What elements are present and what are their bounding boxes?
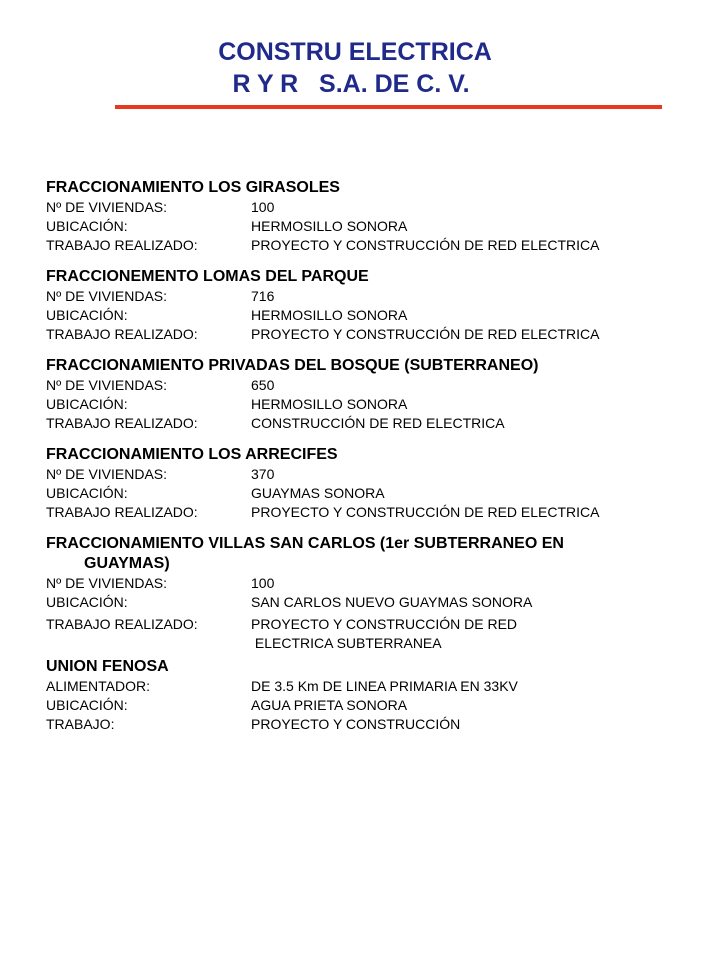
- detail-label: TRABAJO REALIZADO:: [46, 616, 198, 632]
- project-entry: [46, 657, 686, 734]
- detail-label: UBICACIÓN:: [46, 307, 128, 323]
- detail-label: TRABAJO REALIZADO:: [46, 415, 198, 431]
- detail-value: 650: [251, 377, 275, 393]
- detail-value: GUAYMAS SONORA: [251, 485, 385, 501]
- detail-label: Nº DE VIVIENDAS:: [46, 575, 168, 591]
- detail-row: [46, 615, 686, 634]
- detail-value: HERMOSILLO SONORA: [251, 307, 408, 323]
- detail-value: PROYECTO Y CONSTRUCCIÓN DE RED ELECTRICA: [251, 326, 600, 342]
- detail-row: [46, 306, 686, 325]
- detail-row: [46, 634, 686, 653]
- detail-value: 100: [251, 199, 275, 215]
- detail-label: UBICACIÓN:: [46, 485, 128, 501]
- detail-label: TRABAJO REALIZADO:: [46, 326, 198, 342]
- detail-label: Nº DE VIVIENDAS:: [46, 466, 168, 482]
- project-entry: [46, 356, 686, 433]
- detail-label: UBICACIÓN:: [46, 396, 128, 412]
- project-entry: [46, 534, 686, 653]
- detail-row: [46, 376, 686, 395]
- detail-label: Nº DE VIVIENDAS:: [46, 199, 168, 215]
- detail-label: UBICACIÓN:: [46, 697, 128, 713]
- detail-value: HERMOSILLO SONORA: [251, 396, 408, 412]
- detail-value: DE 3.5 Km DE LINEA PRIMARIA EN 33KV: [251, 678, 518, 694]
- detail-row: [46, 677, 686, 696]
- project-title: UNION FENOSA: [46, 658, 169, 675]
- detail-row: [46, 484, 686, 503]
- detail-value: 100: [251, 575, 275, 591]
- detail-value: PROYECTO Y CONSTRUCCIÓN: [251, 716, 461, 732]
- detail-value: HERMOSILLO SONORA: [251, 218, 408, 234]
- document-header: [0, 36, 720, 100]
- detail-row: [46, 395, 686, 414]
- project-entry: [46, 445, 686, 522]
- detail-value: PROYECTO Y CONSTRUCCIÓN DE RED ELECTRICA: [251, 504, 600, 520]
- project-title: FRACCIONAMIENTO LOS GIRASOLES: [46, 179, 340, 196]
- project-title-line2: GUAYMAS): [84, 555, 170, 572]
- detail-value: 370: [251, 466, 275, 482]
- project-list: [46, 178, 686, 746]
- detail-label: TRABAJO:: [46, 716, 115, 732]
- detail-value: SAN CARLOS NUEVO GUAYMAS SONORA: [251, 594, 533, 610]
- detail-value: 716: [251, 288, 275, 304]
- project-entry: [46, 178, 686, 255]
- project-title: FRACCIONEMENTO LOMAS DEL PARQUE: [46, 268, 369, 285]
- detail-value: PROYECTO Y CONSTRUCCIÓN DE RED: [251, 616, 518, 632]
- detail-row: [46, 574, 686, 593]
- detail-label: Nº DE VIVIENDAS:: [46, 377, 168, 393]
- detail-row: [46, 236, 686, 255]
- detail-value: PROYECTO Y CONSTRUCCIÓN DE RED ELECTRICA: [251, 237, 600, 253]
- detail-value: AGUA PRIETA SONORA: [251, 697, 408, 713]
- detail-row: [46, 287, 686, 306]
- detail-label: [46, 634, 251, 653]
- project-title: FRACCIONAMIENTO PRIVADAS DEL BOSQUE (SUBTERRANEO): [46, 357, 539, 374]
- detail-label: Nº DE VIVIENDAS:: [46, 288, 168, 304]
- detail-row: [46, 503, 686, 522]
- detail-row: [46, 414, 686, 433]
- header-divider: [115, 105, 662, 109]
- detail-value: ELECTRICA SUBTERRANEA: [251, 635, 442, 651]
- company-name-line1: CONSTRU ELECTRICA: [218, 38, 492, 66]
- project-title: [46, 534, 686, 574]
- detail-label: TRABAJO REALIZADO:: [46, 237, 198, 253]
- project-title: FRACCIONAMIENTO LOS ARRECIFES: [46, 446, 338, 463]
- detail-row: [46, 715, 686, 734]
- detail-label: UBICACIÓN:: [46, 594, 128, 610]
- detail-row: [46, 325, 686, 344]
- detail-label: ALIMENTADOR:: [46, 678, 150, 694]
- project-title-line1: FRACCIONAMIENTO VILLAS SAN CARLOS (1er SUBTERRANEO EN: [46, 535, 564, 552]
- detail-label: TRABAJO REALIZADO:: [46, 504, 198, 520]
- company-name-line2: R Y R S.A. DE C. V.: [232, 70, 470, 98]
- detail-value: CONSTRUCCIÓN DE RED ELECTRICA: [251, 415, 505, 431]
- detail-row: [46, 217, 686, 236]
- detail-label: UBICACIÓN:: [46, 218, 128, 234]
- detail-row: [46, 593, 686, 612]
- detail-row: [46, 198, 686, 217]
- project-entry: [46, 267, 686, 344]
- detail-row: [46, 465, 686, 484]
- detail-row: [46, 696, 686, 715]
